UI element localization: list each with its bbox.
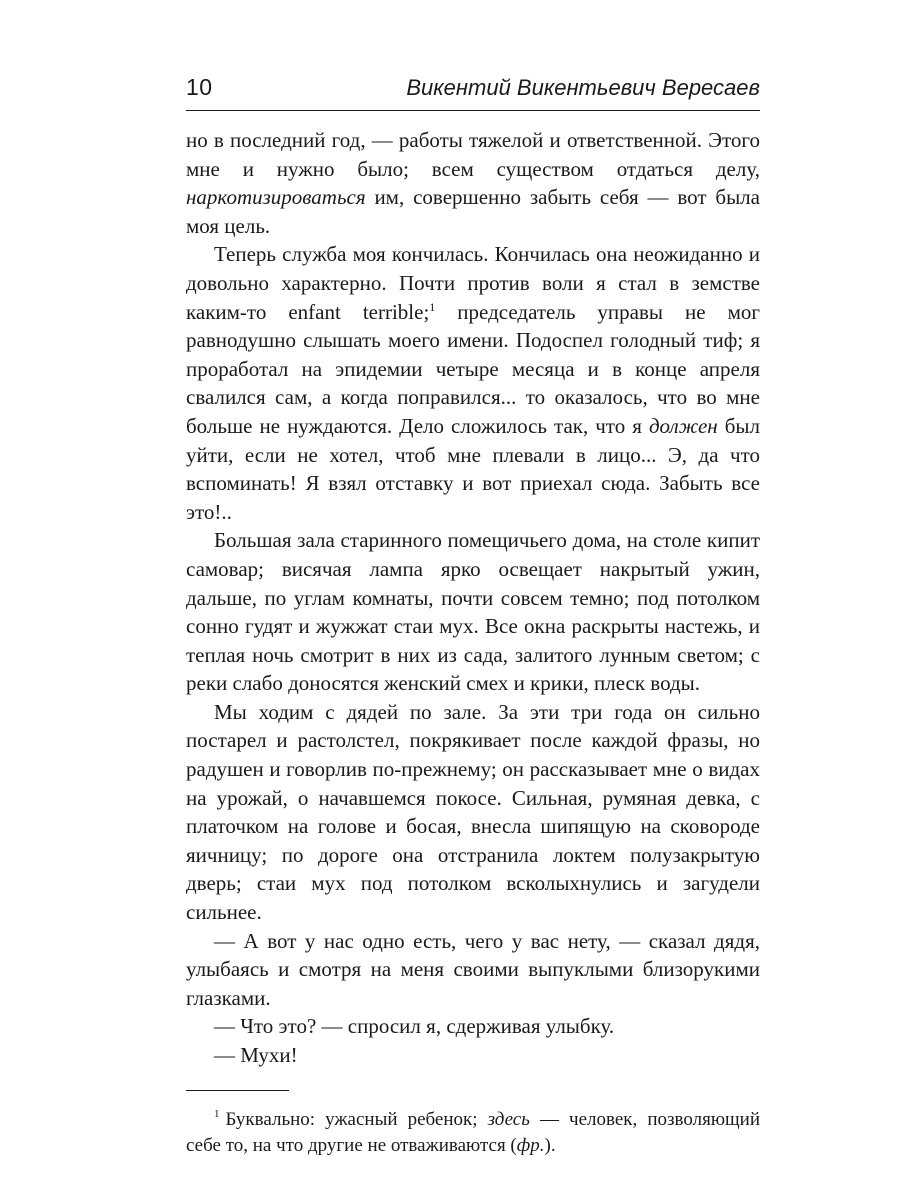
italic-emphasis: наркотизироваться	[186, 185, 366, 210]
paragraph-1	[186, 126, 760, 240]
italic-emphasis: здесь	[487, 1108, 530, 1130]
book-page	[186, 74, 760, 1159]
italic-emphasis: должен	[648, 413, 718, 438]
paragraph-2	[186, 240, 760, 526]
dialogue-line-2: — Что это? — спросил я, сдерживая улыбку.	[214, 1014, 615, 1039]
running-head	[186, 74, 760, 111]
text-run: им, совершенно забыть себя — вот была моя цель.	[186, 185, 760, 238]
paragraph-4: Мы ходим с дядей по зале. За эти три года он сильно постарел и растолстел, покрякивает после каждой фразы, но радушен и говорлив по-прежнему; он рассказывает мне о видах на урожай, о начавшемся покосе. Сильная, румяная девка, с платочком на голове и босая, внесла шипящую на сковороде яичницу; по дороге она отстранила локтем полузакрытую дверь; стаи мух под потолком всколыхнулись и загудели сильнее.	[186, 699, 760, 925]
paragraph-3: Большая зала старинного помещичьего дома, на столе кипит самовар; висячая лампа ярко освещает накрытый ужин, дальше, по углам комнаты, почти совсем темно; под потолком сонно гудят и жужжат стаи мух. Все окна раскрыты настежь, и теплая ночь смотрит в них из сада, залитого лунным светом; с реки слабо доносятся женский смех и крики, плеск воды.	[186, 528, 760, 696]
footnote-divider	[186, 1090, 289, 1091]
text-run: но в последний год, — работы тяжелой и ответственной. Этого мне и нужно было; всем существом отдаться делу,	[186, 128, 760, 181]
page-number: 10	[186, 74, 213, 100]
text-run: ).	[544, 1134, 556, 1156]
body-text	[186, 126, 760, 1070]
dialogue-line-3: — Мухи!	[214, 1043, 298, 1067]
text-run: Теперь служба моя кончилась. Кончилась она неожиданно и довольно характерно. Почти против воли я стал в земстве каким-то enfant terrible;	[186, 242, 760, 324]
text-run: председатель управы не мог равнодушно слышать моего имени. Подоспел голодный тиф; я проработал на эпидемии четыре месяца и в конце апреля свалился сам, а когда поправился... то оказалось, что во мне больше не нуждаются. Дело сложилось так, что я	[186, 299, 760, 438]
text-run: — человек, позволяющий себе то, на что другие не отваживаются (	[186, 1108, 760, 1156]
text-run: Буквально: ужасный ребенок;	[225, 1108, 488, 1130]
text-run: был уйти, если не хотел, чтоб мне плевали в лицо... Э, да что вспоминать! Я взял отставку и вот приехал сюда. Забыть все это!..	[186, 413, 761, 524]
italic-emphasis: фр.	[516, 1134, 545, 1156]
footnote-reference[interactable]: 1	[429, 299, 436, 314]
footnotes	[186, 1107, 760, 1159]
dialogue-line-1: — А вот у нас одно есть, чего у вас нету, — сказал дядя, улыбаясь и смотря на меня своими выпуклыми близорукими глазками.	[186, 928, 760, 1010]
footnote-1	[186, 1107, 760, 1159]
footnote-number: 1	[214, 1108, 220, 1121]
running-head-author: Викентий Викентьевич Вересаев	[406, 75, 760, 100]
